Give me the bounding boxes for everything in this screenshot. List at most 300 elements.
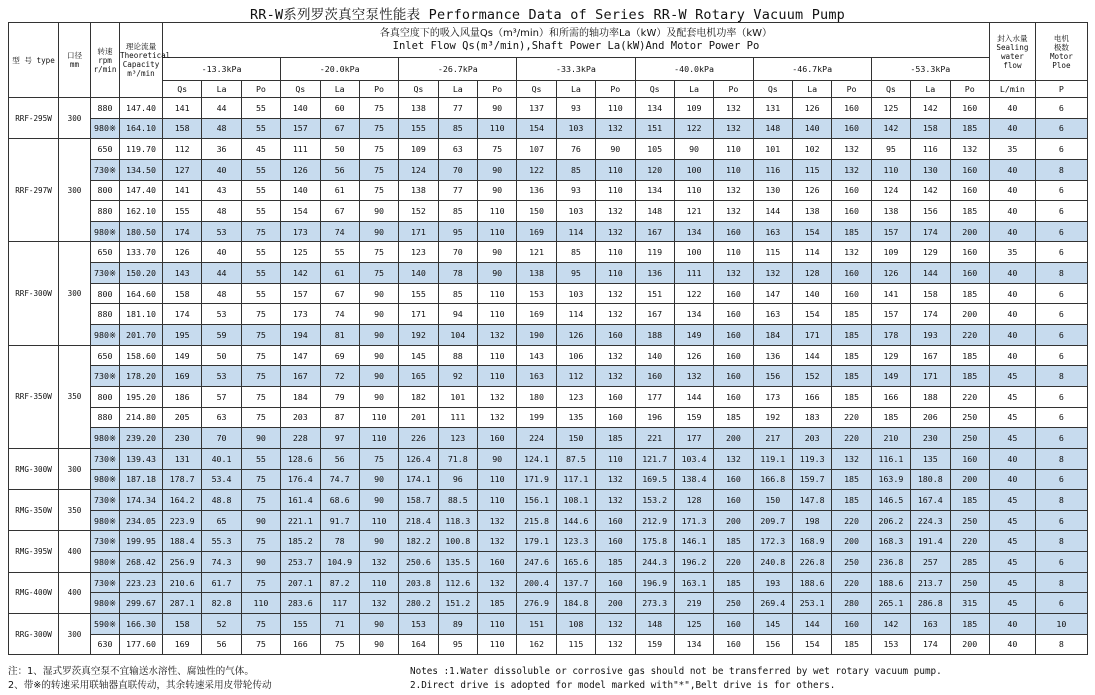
pressure-header: -26.7kPa [399,58,517,81]
value-cell: 123 [438,428,477,449]
value-cell: 90 [359,304,398,325]
value-cell: 132 [714,448,753,469]
value-cell: 129 [911,242,950,263]
value-cell: 244.3 [635,552,674,573]
value-cell: 85 [438,201,477,222]
col-header-capacity [120,23,171,98]
value-cell: 146.1 [674,531,713,552]
sealing-cell: 40 [989,201,1035,222]
poles-cell: 8 [1035,531,1087,552]
value-cell: 160 [714,325,753,346]
value-cell: 111 [438,407,477,428]
table-row [9,98,1088,119]
rpm-cell: 730※ [91,263,120,284]
value-cell: 110 [714,242,753,263]
value-cell: 119 [635,242,674,263]
value-cell: 240.8 [753,552,792,573]
value-cell: 90 [241,510,280,531]
value-cell: 110 [596,263,635,284]
capacity-cell: 199.95 [120,531,163,552]
value-cell: 174 [911,221,950,242]
capacity-cell: 150.20 [120,263,163,284]
value-cell: 230 [163,428,202,449]
value-cell: 91.7 [320,510,359,531]
value-cell: 196.2 [674,552,713,573]
value-cell: 132 [596,634,635,655]
value-cell: 135 [911,448,950,469]
capacity-cell: 134.50 [120,159,163,180]
value-cell: 123.3 [556,531,595,552]
poles-cell: 6 [1035,139,1087,160]
value-cell: 132 [832,159,871,180]
value-cell: 112.6 [438,572,477,593]
value-cell: 108 [556,614,595,635]
capacity-cell: 139.43 [120,448,163,469]
capacity-cell: 158.60 [120,345,163,366]
diameter-cell: 300 [59,614,91,655]
value-cell: 185 [950,345,989,366]
value-cell: 185 [832,490,871,511]
value-cell: 132 [478,510,517,531]
sealing-cell: 40 [989,448,1035,469]
value-cell: 90 [478,448,517,469]
value-cell: 273.3 [635,593,674,614]
value-cell: 124 [871,180,910,201]
value-cell: 250 [950,572,989,593]
pressure-header: -40.0kPa [635,58,753,81]
capacity-cell: 174.34 [120,490,163,511]
poles-header-line: 极数 [1053,42,1069,52]
value-cell: 108.1 [556,490,595,511]
value-cell: 90 [359,366,398,387]
value-cell: 134 [674,634,713,655]
value-cell: 55 [241,283,280,304]
value-cell: 198 [793,510,832,531]
value-cell: 110 [596,98,635,119]
value-cell: 50 [320,139,359,160]
value-cell: 153.2 [635,490,674,511]
value-cell: 156.1 [517,490,556,511]
table-row [9,490,1088,511]
value-cell: 121 [674,201,713,222]
value-cell: 154 [793,221,832,242]
value-cell: 217 [753,428,792,449]
poles-cell: 6 [1035,593,1087,614]
value-cell: 137.7 [556,572,595,593]
value-cell: 161.4 [281,490,320,511]
value-cell: 61 [320,263,359,284]
value-cell: 117 [320,593,359,614]
value-cell: 185 [596,552,635,573]
value-cell: 280.2 [399,593,438,614]
value-cell: 250 [832,552,871,573]
value-cell: 221.1 [281,510,320,531]
value-cell: 154 [517,118,556,139]
value-cell: 151 [635,283,674,304]
value-cell: 126 [556,325,595,346]
value-cell: 150 [517,201,556,222]
value-cell: 213.7 [911,572,950,593]
value-cell: 194 [281,325,320,346]
value-cell: 140 [793,118,832,139]
value-cell: 192 [753,407,792,428]
value-cell: 156 [753,634,792,655]
subcol-header-la: La [438,81,477,98]
value-cell: 125 [674,614,713,635]
value-cell: 224.3 [911,510,950,531]
poles-header-line: Motor [1049,51,1073,61]
poles-cell: 6 [1035,428,1087,449]
value-cell: 140 [399,263,438,284]
sealing-cell: 45 [989,572,1035,593]
sealing-cell: 45 [989,386,1035,407]
value-cell: 144 [793,345,832,366]
value-cell: 176.4 [281,469,320,490]
value-cell: 111 [281,139,320,160]
diameter-header-line: mm [69,60,80,69]
value-cell: 160 [714,345,753,366]
value-cell: 126 [793,98,832,119]
value-cell: 75 [241,366,280,387]
value-cell: 185 [832,325,871,346]
value-cell: 171 [793,325,832,346]
value-cell: 85 [556,159,595,180]
value-cell: 200 [950,469,989,490]
value-cell: 199 [517,407,556,428]
capacity-cell: 178.20 [120,366,163,387]
value-cell: 200 [950,221,989,242]
table-row [9,510,1088,531]
value-cell: 257 [911,552,950,573]
value-cell: 90 [241,552,280,573]
value-cell: 160 [832,201,871,222]
value-cell: 166 [793,386,832,407]
capacity-cell: 223.23 [120,572,163,593]
subcol-header-qs: Qs [517,81,556,98]
value-cell: 74 [320,304,359,325]
poles-cell: 6 [1035,221,1087,242]
capacity-cell: 147.40 [120,98,163,119]
value-cell: 55 [241,159,280,180]
note-en-2: 2.Direct drive is adopted for model marked with"*",Belt drive is for others. [410,680,836,691]
capacity-header-line: Theoretical [120,51,171,60]
value-cell: 82.8 [202,593,241,614]
value-cell: 150 [556,428,595,449]
value-cell: 178.7 [163,469,202,490]
value-cell: 111 [674,263,713,284]
subcol-header-la: La [556,81,595,98]
value-cell: 165.6 [556,552,595,573]
subcol-header-la: La [674,81,713,98]
value-cell: 75 [359,159,398,180]
diameter-cell: 300 [59,98,91,139]
value-cell: 74.7 [320,469,359,490]
value-cell: 90 [359,325,398,346]
value-cell: 122 [674,118,713,139]
value-cell: 136 [635,263,674,284]
value-cell: 85 [556,242,595,263]
value-cell: 180 [517,386,556,407]
value-cell: 75 [241,614,280,635]
value-cell: 103.4 [674,448,713,469]
value-cell: 185 [871,407,910,428]
sealing-header-line: 封入水量 [997,33,1028,43]
value-cell: 185 [714,407,753,428]
capacity-cell: 177.60 [120,634,163,655]
value-cell: 155 [163,201,202,222]
value-cell: 70 [202,428,241,449]
value-cell: 145 [399,345,438,366]
value-cell: 200 [596,593,635,614]
value-cell: 185 [950,283,989,304]
model-cell: RRG-300W [9,614,59,655]
rpm-cell: 630 [91,634,120,655]
value-cell: 140 [793,283,832,304]
value-cell: 149 [163,345,202,366]
value-cell: 67 [320,118,359,139]
value-cell: 153 [399,614,438,635]
value-cell: 188.4 [163,531,202,552]
value-cell: 48.8 [202,490,241,511]
rpm-cell: 590※ [91,614,120,635]
value-cell: 173 [281,304,320,325]
poles-cell: 6 [1035,469,1087,490]
sealing-cell: 40 [989,325,1035,346]
value-cell: 101 [753,139,792,160]
rpm-cell: 650 [91,345,120,366]
value-cell: 87.5 [556,448,595,469]
value-cell: 151 [517,614,556,635]
rpm-cell: 730※ [91,572,120,593]
subcol-header-po: Po [714,81,753,98]
value-cell: 178 [871,325,910,346]
value-cell: 103 [556,283,595,304]
value-cell: 126 [281,159,320,180]
value-cell: 125 [871,98,910,119]
value-cell: 110 [478,201,517,222]
value-cell: 142 [911,98,950,119]
value-cell: 155 [399,283,438,304]
value-cell: 163 [753,221,792,242]
value-cell: 185.2 [281,531,320,552]
value-cell: 53 [202,366,241,387]
table-row [9,386,1088,407]
value-cell: 160 [714,366,753,387]
value-cell: 102 [793,139,832,160]
value-cell: 131 [163,448,202,469]
value-cell: 95 [438,634,477,655]
value-cell: 116.1 [871,448,910,469]
value-cell: 70 [438,242,477,263]
sealing-cell: 45 [989,531,1035,552]
model-cell: RMG-300W [9,448,59,489]
value-cell: 220 [950,386,989,407]
value-cell: 126.4 [399,448,438,469]
value-cell: 126 [871,263,910,284]
value-cell: 110 [596,242,635,263]
sealing-cell: 40 [989,98,1035,119]
table-row [9,634,1088,655]
value-cell: 114 [793,242,832,263]
poles-cell: 6 [1035,510,1087,531]
poles-cell: 8 [1035,366,1087,387]
table-row [9,242,1088,263]
poles-cell: 6 [1035,283,1087,304]
value-cell: 160 [950,242,989,263]
poles-cell: 6 [1035,98,1087,119]
value-cell: 286.8 [911,593,950,614]
value-cell: 144 [793,614,832,635]
col-header-diameter [59,23,91,98]
value-cell: 110 [478,118,517,139]
poles-cell: 8 [1035,634,1087,655]
table-row [9,283,1088,304]
value-cell: 75 [359,139,398,160]
value-cell: 118.3 [438,510,477,531]
speed-header-line: r/min [93,64,117,74]
value-cell: 168.9 [793,531,832,552]
value-cell: 210 [871,428,910,449]
value-cell: 48 [202,118,241,139]
value-cell: 148 [635,614,674,635]
capacity-cell: 181.10 [120,304,163,325]
value-cell: 90 [359,386,398,407]
value-cell: 276.9 [517,593,556,614]
value-cell: 132 [596,469,635,490]
value-cell: 136 [753,345,792,366]
sealing-cell: 40 [989,159,1035,180]
value-cell: 151.2 [438,593,477,614]
value-cell: 144 [674,386,713,407]
value-cell: 167 [635,221,674,242]
value-cell: 90 [359,531,398,552]
diameter-cell: 400 [59,572,91,613]
value-cell: 90 [596,139,635,160]
value-cell: 188.6 [871,572,910,593]
value-cell: 203 [793,428,832,449]
value-cell: 114 [556,304,595,325]
value-cell: 110 [478,490,517,511]
value-cell: 154 [793,304,832,325]
value-cell: 169 [163,366,202,387]
value-cell: 160 [832,118,871,139]
value-cell: 110 [241,593,280,614]
value-cell: 205 [163,407,202,428]
value-cell: 132 [714,263,753,284]
value-cell: 95 [556,263,595,284]
value-cell: 160 [714,490,753,511]
value-cell: 132 [832,139,871,160]
value-cell: 138 [399,180,438,201]
value-cell: 221 [635,428,674,449]
value-cell: 59 [202,325,241,346]
rpm-cell: 980※ [91,325,120,346]
value-cell: 100 [674,159,713,180]
rpm-cell: 800 [91,283,120,304]
value-cell: 269.4 [753,593,792,614]
value-cell: 166.8 [753,469,792,490]
value-cell: 43 [202,180,241,201]
value-cell: 69 [320,345,359,366]
capacity-cell: 195.20 [120,386,163,407]
subcol-header-qs: Qs [871,81,910,98]
pressure-header: -33.3kPa [517,58,635,81]
value-cell: 116 [911,139,950,160]
value-cell: 154 [281,201,320,222]
value-cell: 124.1 [517,448,556,469]
value-cell: 75 [241,407,280,428]
subcol-header-qs: Qs [635,81,674,98]
value-cell: 157 [281,283,320,304]
value-cell: 112 [556,366,595,387]
value-cell: 141 [871,283,910,304]
value-cell: 68.6 [320,490,359,511]
value-cell: 101 [438,386,477,407]
value-cell: 160 [478,428,517,449]
value-cell: 185 [950,201,989,222]
sealing-cell: 40 [989,614,1035,635]
col-header-sealing [989,23,1035,81]
value-cell: 89 [438,614,477,635]
value-cell: 114 [556,221,595,242]
value-cell: 160 [714,634,753,655]
value-cell: 124 [399,159,438,180]
value-cell: 75 [478,139,517,160]
value-cell: 265.1 [871,593,910,614]
value-cell: 185 [832,469,871,490]
value-cell: 132 [714,201,753,222]
rpm-cell: 980※ [91,428,120,449]
subcol-header-la: La [793,81,832,98]
value-cell: 122 [674,283,713,304]
value-cell: 186 [163,386,202,407]
value-cell: 144 [753,201,792,222]
value-cell: 169 [517,221,556,242]
value-cell: 79 [320,386,359,407]
poles-cell: 6 [1035,201,1087,222]
value-cell: 163.9 [871,469,910,490]
value-cell: 75 [359,180,398,201]
value-cell: 163 [753,304,792,325]
value-cell: 74.3 [202,552,241,573]
value-cell: 223.9 [163,510,202,531]
value-cell: 126 [163,242,202,263]
value-cell: 188 [911,386,950,407]
value-cell: 174 [163,221,202,242]
value-cell: 116 [753,159,792,180]
value-cell: 195 [163,325,202,346]
value-cell: 55 [241,118,280,139]
value-cell: 174.1 [399,469,438,490]
value-cell: 200 [950,634,989,655]
value-cell: 280 [832,593,871,614]
value-cell: 135.5 [438,552,477,573]
subcol-header-qs: Qs [399,81,438,98]
sealing-cell: 40 [989,180,1035,201]
value-cell: 132 [714,98,753,119]
value-cell: 163 [517,366,556,387]
value-cell: 158.7 [399,490,438,511]
value-cell: 207.1 [281,572,320,593]
value-cell: 203.8 [399,572,438,593]
poles-cell: 8 [1035,159,1087,180]
value-cell: 107 [517,139,556,160]
value-cell: 230 [911,428,950,449]
value-cell: 110 [359,407,398,428]
value-cell: 106 [556,345,595,366]
value-cell: 168.3 [871,531,910,552]
value-cell: 140 [635,345,674,366]
